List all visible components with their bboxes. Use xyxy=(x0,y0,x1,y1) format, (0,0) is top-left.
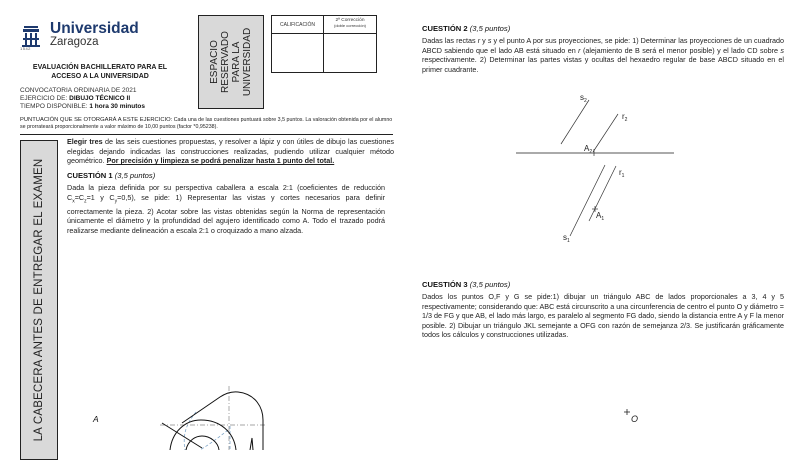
label-s1: $s_1$ xyxy=(563,233,570,244)
university-logo-icon xyxy=(22,24,40,48)
q1-sub-x: x xyxy=(72,198,75,205)
q2-text-d: (alejamiento de B será el menor posible) y el lado CD sobre xyxy=(580,45,781,55)
grade-header: CALIFICACIÓN xyxy=(279,22,315,28)
q2-s-2: s xyxy=(780,45,784,55)
q1-text-part2: =0,5), se pide: 1) Representar las vistas y cortes necesarios para definir correctamente la pieza. 2) Acotar sobre las vistas obtenidas según la Norma de representación únicamente el diámetro y la profundidad del agujero identificado como A. Todo el trazado podrá realizarse mediante delineación a escala 2:1 o croquizado a mano alzada. xyxy=(67,192,385,235)
grade-value-cell[interactable] xyxy=(272,34,324,72)
question-3-label: CUESTIÓN 3 xyxy=(422,280,468,289)
scoring-note xyxy=(20,117,394,131)
side-notice-text: LA CABECERA ANTES DE ENTREGAR EL EXAMEN xyxy=(33,158,45,442)
university-subname: Zaragoza xyxy=(50,36,99,48)
q1-sub-z: z xyxy=(84,198,87,205)
reserved-space-text xyxy=(209,28,253,96)
exam-title-line2: ACCESO A LA UNIVERSIDAD xyxy=(51,73,149,80)
reserved-line2: RESERVADO xyxy=(220,31,231,93)
tiempo-value: 1 hora 30 minutos xyxy=(89,103,145,110)
q1-text-part1: Dada la pieza definida por su perspectiva caballera a escala 2:1 (coeficientes de reducción C xyxy=(67,183,385,202)
q2-text-b: y xyxy=(480,36,488,45)
hidden-lines xyxy=(184,412,230,450)
instructions-text: de las seis cuestiones propuestas, y resolver a lápiz y con útiles de dibujo las cuestiones elegidas dejando indicadas las construcciones realizadas, pudiendo utilizar cualquier método geométrico. xyxy=(67,137,394,166)
line-r1 xyxy=(589,166,616,221)
line-s2 xyxy=(561,100,589,144)
scoring-text: Cada una de las cuestiones puntuará sobre 3,5 puntos. La valoración obtenida por el alumno se prorrateará proporcionalmente a valor máximo de 10,00 puntos (factor *0,95238). xyxy=(20,117,393,130)
question-3-figure xyxy=(620,405,650,425)
header-divider xyxy=(20,134,393,135)
ejercicio-label: EJERCICIO DE: xyxy=(20,95,68,102)
instructions xyxy=(67,137,394,166)
question-1-title xyxy=(67,171,155,180)
second-correction-subheader: (doble corrección) xyxy=(333,23,366,28)
tiempo-label: TIEMPO DISPONIBLE: xyxy=(20,103,88,110)
q1-eq1: =C xyxy=(74,192,85,202)
part-outline xyxy=(162,392,263,450)
edge-mark xyxy=(250,438,253,450)
question-1-figure xyxy=(60,360,300,450)
hole-label-A: A xyxy=(93,414,99,424)
label-s2: $s_2$ xyxy=(580,93,587,104)
question-2-points: (3,5 puntos) xyxy=(469,24,511,33)
reserved-line3: PARA LA xyxy=(231,41,242,83)
label-r2: $r_2$ xyxy=(622,112,628,123)
question-1-text xyxy=(67,183,385,235)
instructions-penalty: Por precisión y limpieza se podrá penalizar hasta 1 punto del total. xyxy=(106,156,335,166)
q2-text-c: y el punto A por sus proyecciones, se pide: 1) Determinar las proyecciones de un cuadrado ABCD sabiendo que el lado AB está situado en xyxy=(422,36,784,55)
question-2-text xyxy=(422,36,784,74)
question-3-title xyxy=(422,280,510,289)
ejercicio-value: DIBUJO TÉCNICO II xyxy=(69,95,131,102)
question-1-label: CUESTIÓN 1 xyxy=(67,171,113,180)
label-r1: $r_1$ xyxy=(619,168,625,179)
grade-table xyxy=(271,15,377,73)
question-2-figure xyxy=(510,85,710,250)
hidden-line xyxy=(200,430,228,450)
line-r2 xyxy=(593,114,618,152)
q2-r: r xyxy=(477,36,481,45)
ejercicio xyxy=(20,95,130,102)
reserved-line4: UNIVERSIDAD xyxy=(242,27,253,97)
label-A1: $A_1$ xyxy=(596,211,605,222)
instructions-lead: Elegir tres xyxy=(67,137,103,146)
q2-r-2: r xyxy=(578,45,581,55)
q2-text-a: Dadas las rectas xyxy=(422,36,478,45)
exam-title-line1: EVALUACIÓN BACHILLERATO PARA EL xyxy=(32,64,168,71)
question-2-label: CUESTIÓN 2 xyxy=(422,24,468,33)
question-2-title xyxy=(422,24,510,33)
exam-title xyxy=(20,63,180,81)
q2-s: s xyxy=(487,36,492,45)
label-A2: $A_2$ xyxy=(584,144,593,155)
tiempo xyxy=(20,103,145,110)
side-notice-box xyxy=(20,140,58,460)
question-3-points: (3,5 puntos) xyxy=(469,280,511,289)
reserved-line1: ESPACIO xyxy=(209,40,220,84)
q1-sub-y: y xyxy=(114,198,118,205)
second-correction-header-cell xyxy=(324,16,376,34)
reserved-space-box xyxy=(198,15,264,109)
line-s1 xyxy=(570,165,605,236)
inner-circle xyxy=(186,436,219,450)
grade-header-cell xyxy=(272,16,324,34)
q1-eq2: =1 y C xyxy=(86,192,115,202)
q2-text-e: respectivamente. 2) Determinar las partes vistas y ocultas del hexaedro regular de base ABCD situado en el primer cuadrante. xyxy=(422,55,784,74)
convocatoria: CONVOCATORIA ORDINARIA DE 2021 xyxy=(20,87,137,94)
question-1-points: (3,5 puntos) xyxy=(114,171,156,180)
label-O: O xyxy=(631,414,639,424)
outer-circle xyxy=(170,420,236,450)
question-3-text: Dados los puntos O,F y G se pide:1) dibujar un triángulo ABC de lados proporcionales a 3, 4 y 5 respectivamente; considerando que: ABC está circunscrito a una circunferencia de centro el punto O y diámetro = 1/3 de FG y que AB, el lado más largo, es paralelo al segmento FG dado, siendo la distancia entre A y F la menor posible. 2) Dibujar un triángulo JKL semejante a OFG con razón de semejanza 2/3. Se justificarán gráficamente todos los cálculos y construcciones utilizadas. xyxy=(422,292,784,340)
logo-year: 1542 xyxy=(20,46,31,51)
second-correction-header: 2ª Corrección xyxy=(335,18,365,23)
scoring-label: PUNTUACIÓN QUE SE OTORGARÁ A ESTE EJERCICIO: xyxy=(20,117,173,123)
university-name: Universidad xyxy=(50,20,139,37)
second-correction-value-cell[interactable] xyxy=(324,34,376,72)
